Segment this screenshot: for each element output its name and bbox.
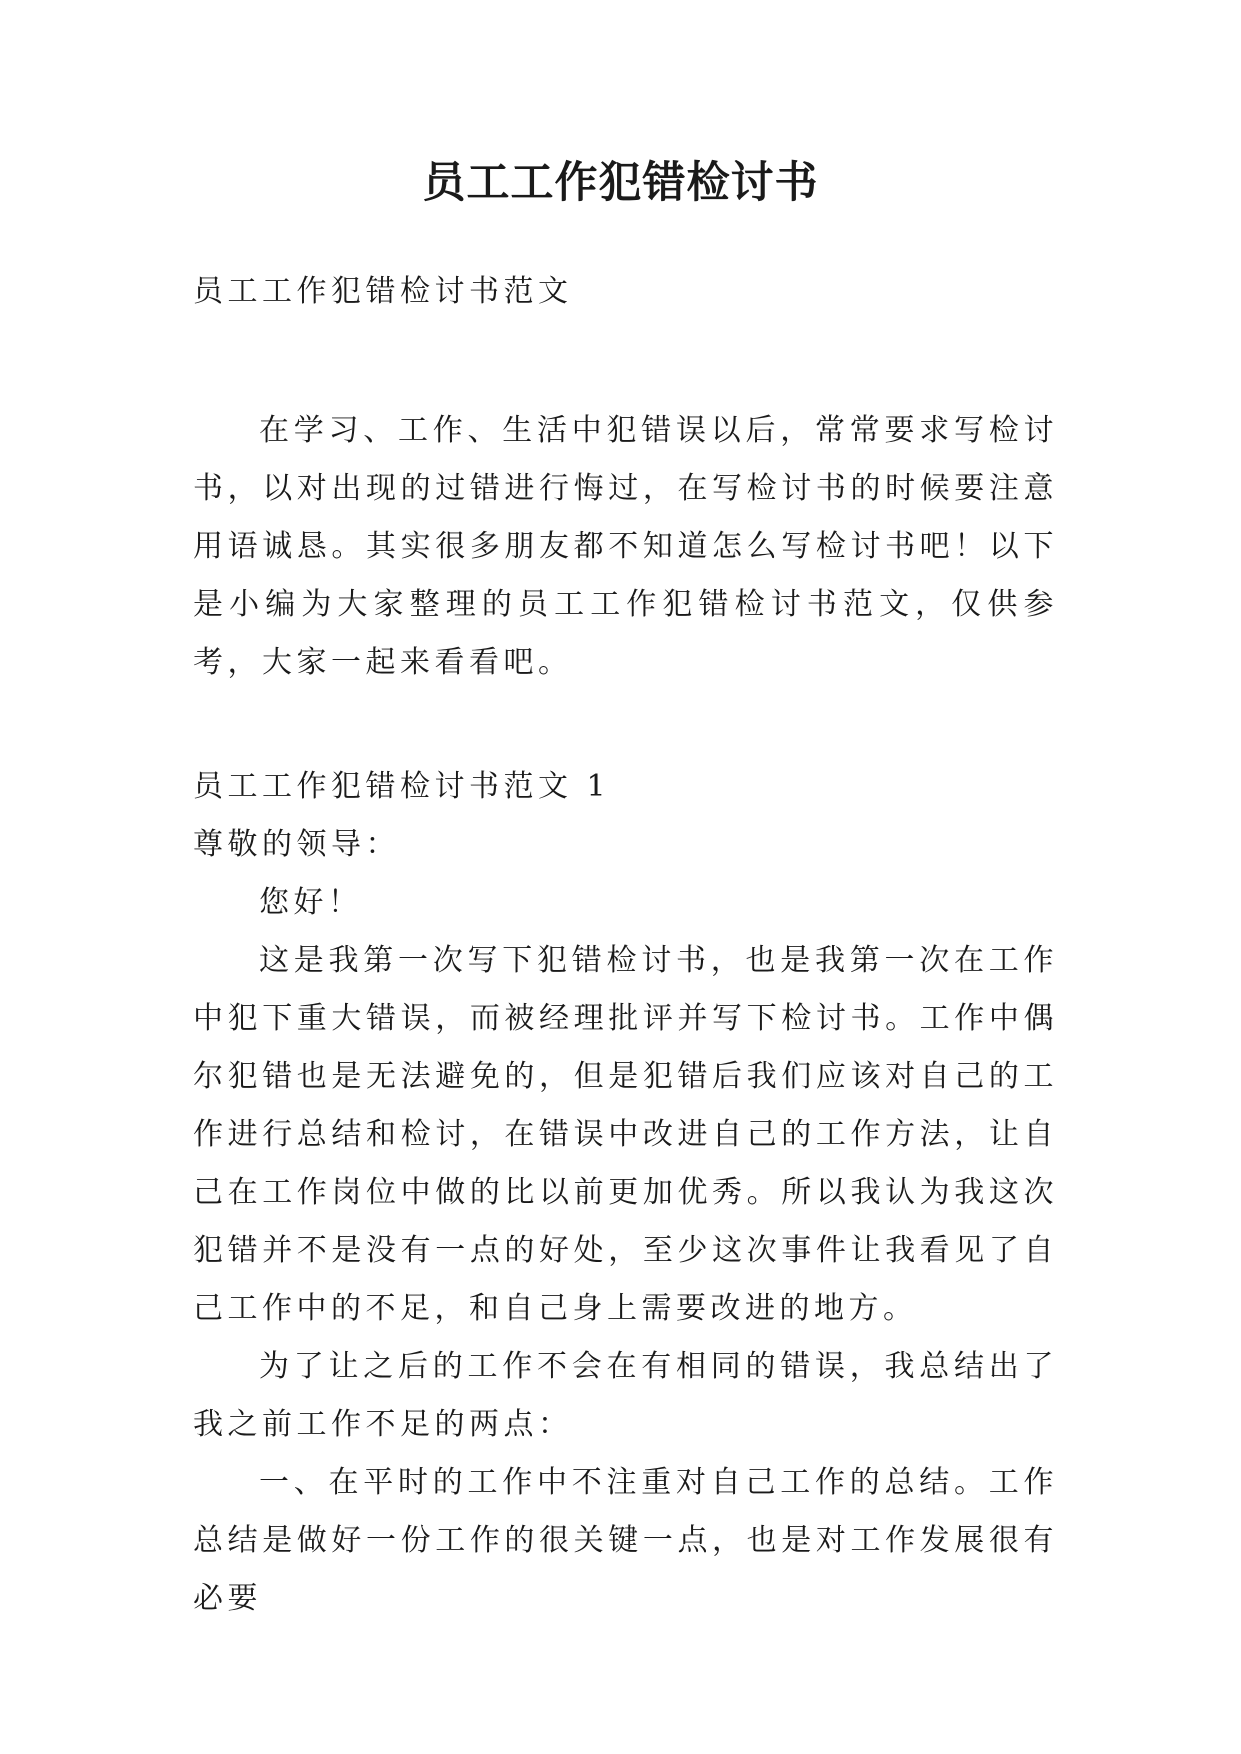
document-title: 员工工作犯错检讨书 bbox=[422, 158, 819, 208]
section-heading: 员工工作犯错检讨书范文 1 bbox=[193, 769, 611, 804]
document-subtitle: 员工工作犯错检讨书范文 bbox=[193, 274, 573, 309]
intro-paragraph: 在学习、工作、生活中犯错误以后，常常要求写检讨书，以对出现的过错进行悔过，在写检讨书的时候要注意用语诚恳。其实很多朋友都不知道怎么写检讨书吧！以下是小编为大家整理的员工工作犯错检讨书范文，仅供参考，大家一起来看看吧。 bbox=[193, 413, 1058, 680]
body-paragraph: 为了让之后的工作不会在有相同的错误，我总结出了我之前工作不足的两点： bbox=[193, 1349, 1058, 1442]
greeting: 您好！ bbox=[259, 885, 363, 920]
salutation: 尊敬的领导： bbox=[193, 827, 400, 862]
body-paragraph: 这是我第一次写下犯错检讨书，也是我第一次在工作中犯下重大错误，而被经理批评并写下检讨书。工作中偶尔犯错也是无法避免的，但是犯错后我们应该对自己的工作进行总结和检讨，在错误中改进自己的工作方法，让自己在工作岗位中做的比以前更加优秀。所以我认为我这次犯错并不是没有一点的好处，至少这次事件让我看见了自己工作中的不足，和自己身上需要改进的地方。 bbox=[193, 943, 1058, 1326]
body-paragraph: 一、在平时的工作中不注重对自己工作的总结。工作总结是做好一份工作的很关键一点，也是对工作发展很有必要 bbox=[193, 1465, 1058, 1616]
